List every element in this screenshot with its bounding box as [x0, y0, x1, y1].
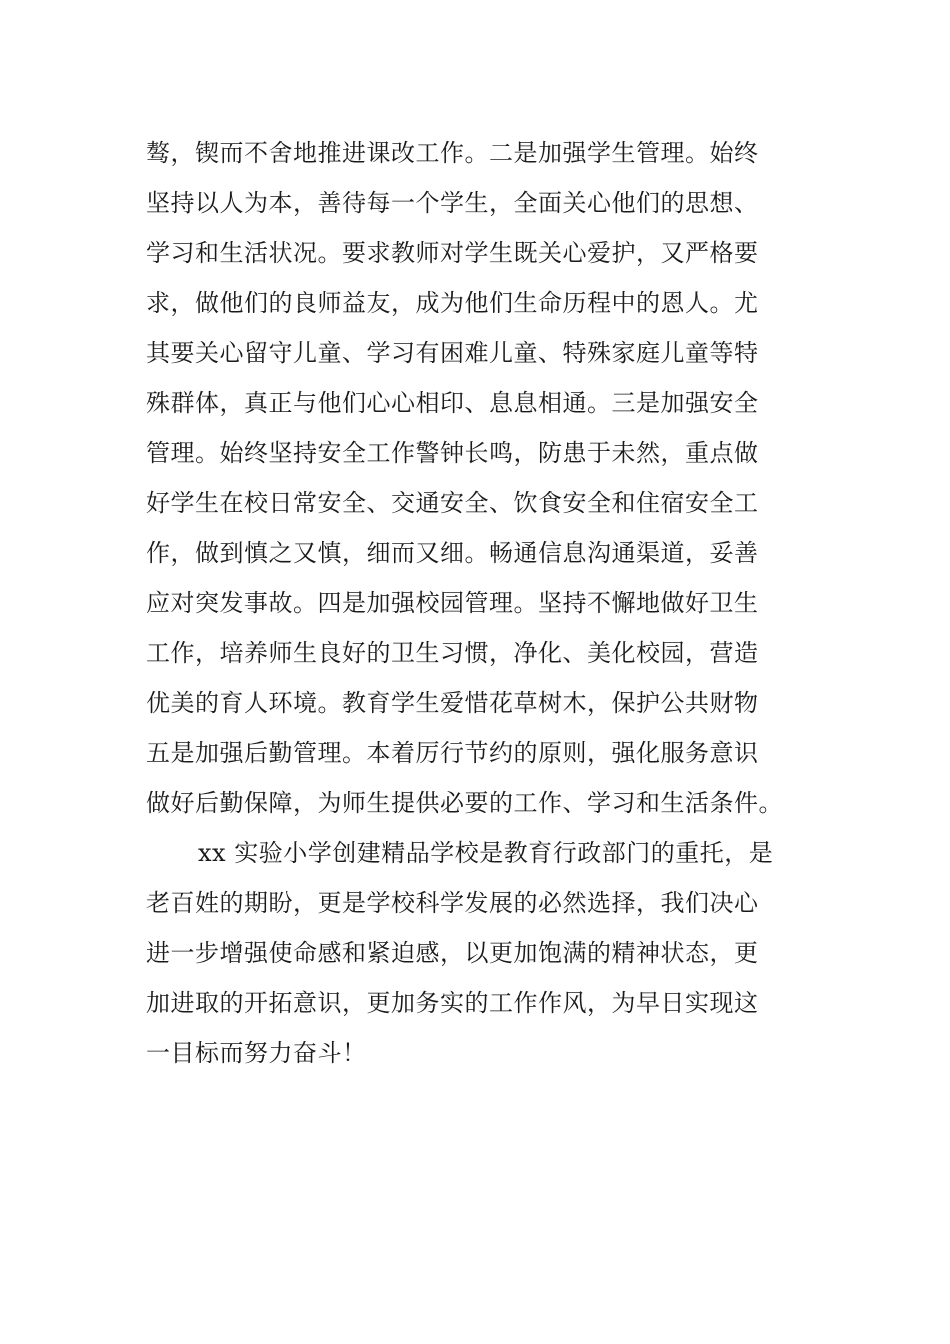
- paragraph-2: [146, 828, 810, 1078]
- text-line: 做好后勤保障，为师生提供必要的工作、学习和生活条件。: [146, 789, 783, 817]
- paragraph-1: [146, 128, 810, 828]
- text-line: 优美的育人环境。教育学生爱惜花草树木，保护公共财物: [146, 689, 759, 717]
- text-line: 工作，培养师生良好的卫生习惯，净化、美化校园，营造: [146, 639, 759, 667]
- text-line: 应对突发事故。四是加强校园管理。坚持不懈地做好卫生: [146, 589, 759, 617]
- text-line: xx 实验小学创建精品学校是教育行政部门的重托，是: [198, 839, 774, 867]
- text-line: 作，做到慎之又慎，细而又细。畅通信息沟通渠道，妥善: [146, 539, 759, 567]
- text-line: 学习和生活状况。要求教师对学生既关心爱护，又严格要: [146, 239, 759, 267]
- text-line: 加进取的开拓意识，更加务实的工作作风，为早日实现这: [146, 989, 759, 1017]
- document-body: [146, 128, 810, 1078]
- text-line: 好学生在校日常安全、交通安全、饮食安全和住宿安全工: [146, 489, 759, 517]
- text-line: 管理。始终坚持安全工作警钟长鸣，防患于未然，重点做: [146, 439, 759, 467]
- text-line: 求，做他们的良师益友，成为他们生命历程中的恩人。尤: [146, 289, 759, 317]
- text-line: 一目标而努力奋斗！: [146, 1039, 367, 1067]
- text-line: 殊群体，真正与他们心心相印、息息相通。三是加强安全: [146, 389, 759, 417]
- text-line: 老百姓的期盼，更是学校科学发展的必然选择，我们决心: [146, 889, 759, 917]
- text-line: 坚持以人为本，善待每一个学生，全面关心他们的思想、: [146, 189, 759, 217]
- text-line: 其要关心留守儿童、学习有困难儿童、特殊家庭儿童等特: [146, 339, 759, 367]
- text-line: 五是加强后勤管理。本着厉行节约的原则，强化服务意识: [146, 739, 759, 767]
- text-line: 骜，锲而不舍地推进课改工作。二是加强学生管理。始终: [146, 139, 759, 167]
- text-line: 进一步增强使命感和紧迫感，以更加饱满的精神状态，更: [146, 939, 759, 967]
